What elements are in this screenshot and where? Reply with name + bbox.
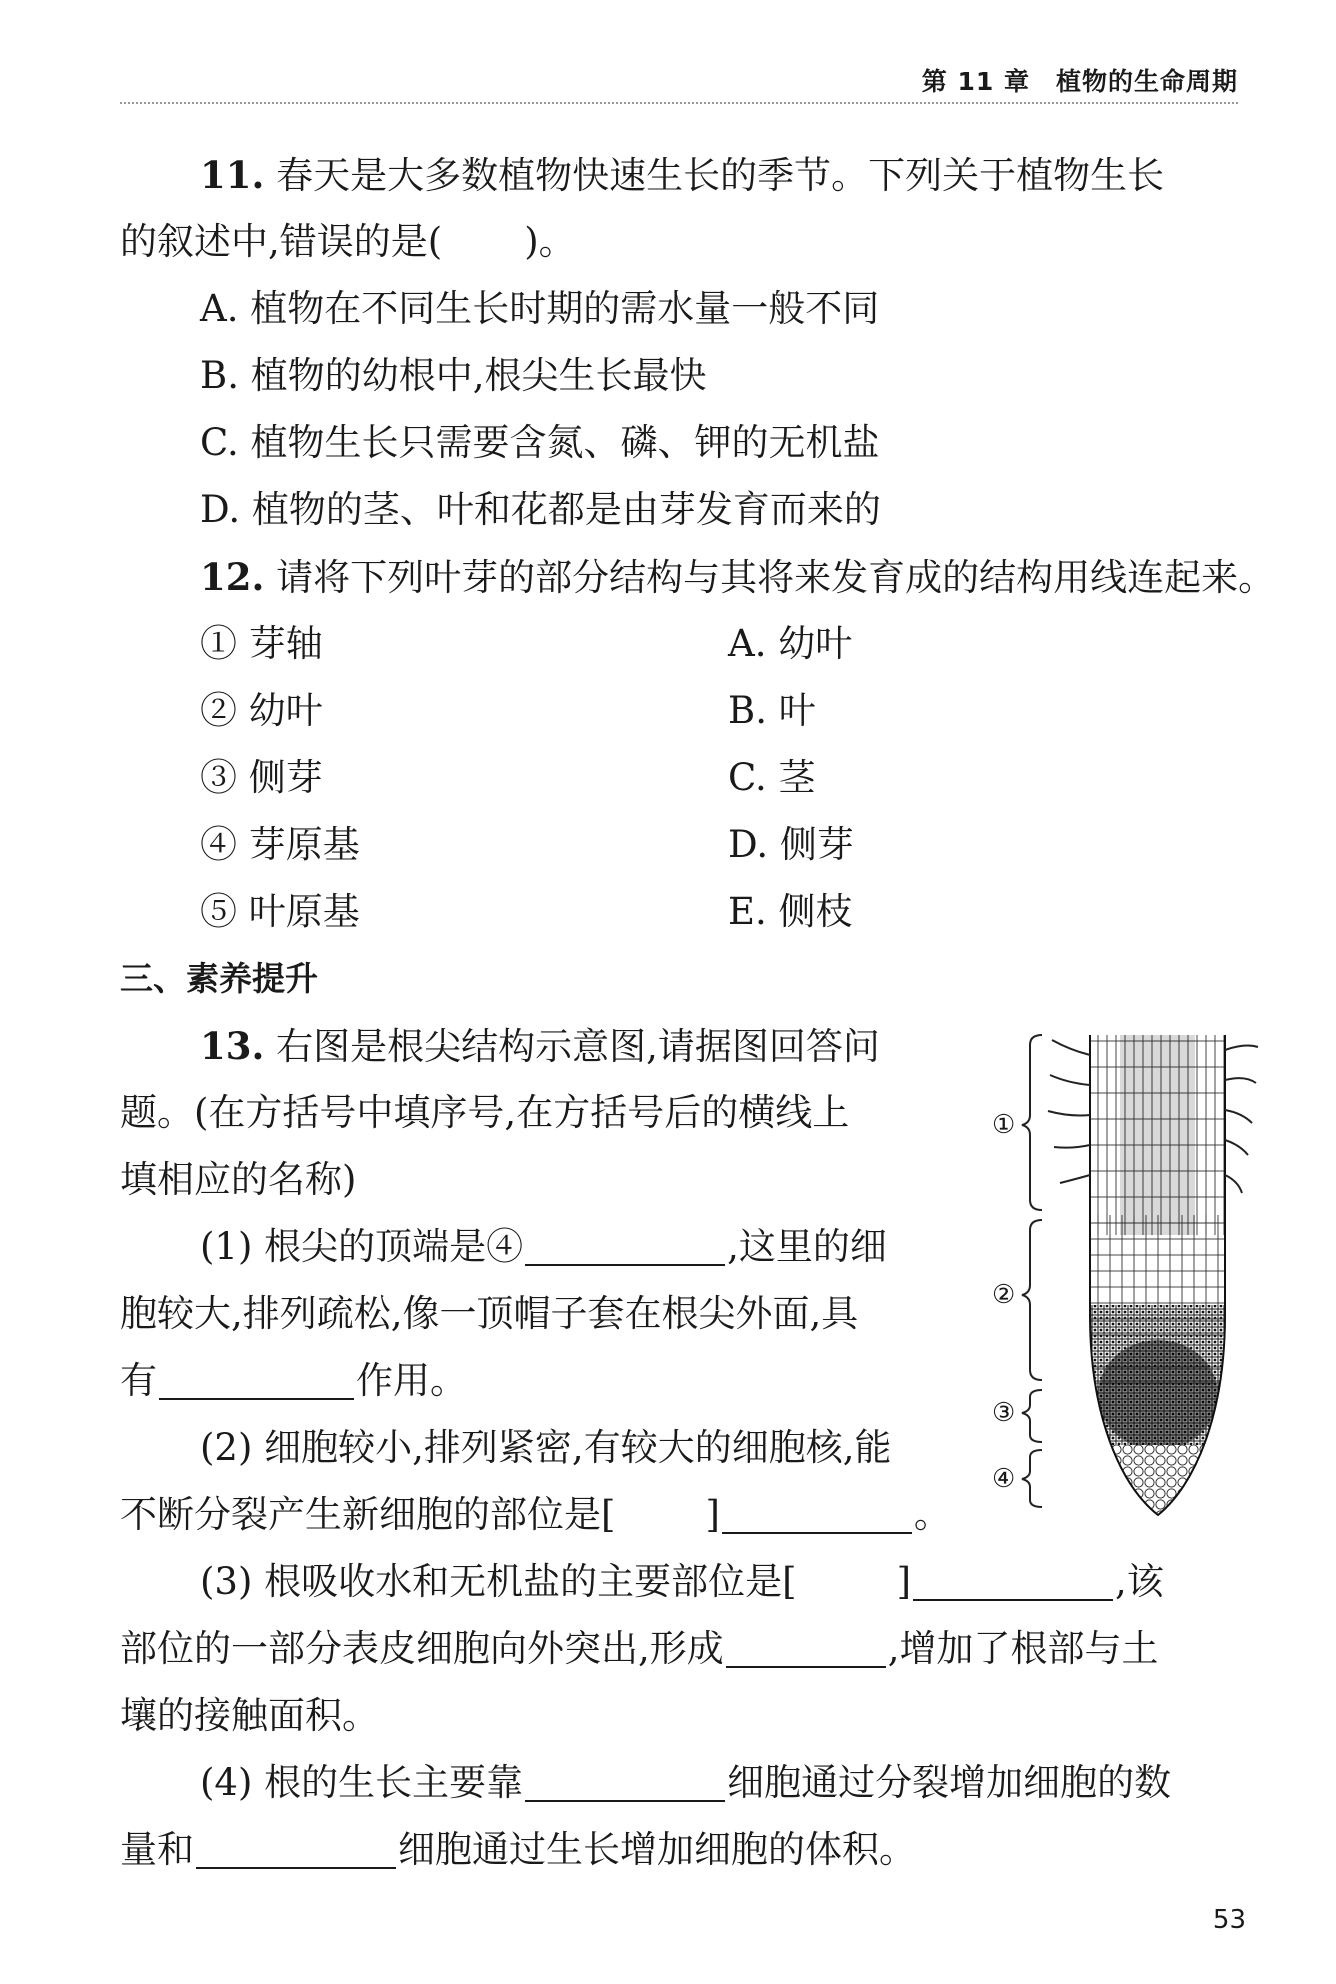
q11-text-2b: )。 bbox=[524, 220, 576, 263]
q13-p1-text-d: 有 bbox=[120, 1359, 157, 1402]
q13-part3-line3: 壤的接触面积。 bbox=[120, 1694, 379, 1737]
q13-p3-text-a: (3) 根吸收水和无机盐的主要部位是[ bbox=[200, 1560, 797, 1603]
q13-part2-line2 bbox=[120, 1490, 951, 1540]
q11-number: 11. bbox=[200, 153, 265, 197]
q13-intro-1 bbox=[200, 1021, 880, 1072]
q13-intro-3: 填相应的名称) bbox=[120, 1158, 357, 1201]
q12-right-d: D. 侧芽 bbox=[728, 823, 854, 866]
q12-text: 请将下列叶芽的部分结构与其将来发育成的结构用线连起来。 bbox=[276, 556, 1276, 599]
q12-line bbox=[200, 552, 1275, 603]
q13-p3-text-d: 部位的一部分表皮细胞向外突出,形成 bbox=[120, 1627, 724, 1670]
q12-left-5: ⑤ 叶原基 bbox=[200, 890, 360, 933]
section-title: 三、素养提升 bbox=[120, 959, 318, 998]
q13-p4-text-b: 细胞通过分裂增加细胞的数 bbox=[727, 1761, 1172, 1804]
q13-part1-line2: 胞较大,排列疏松,像一顶帽子套在根尖外面,具 bbox=[120, 1292, 859, 1335]
figure-label-1: ① bbox=[992, 1110, 1016, 1140]
q13-part3-line1 bbox=[200, 1557, 1164, 1607]
q13-p4-blank-1[interactable] bbox=[525, 1760, 725, 1802]
q13-p3-text-c: ,该 bbox=[1115, 1560, 1164, 1603]
q13-p3-blank-2[interactable] bbox=[726, 1626, 886, 1668]
q13-intro-2: 题。(在方括号中填序号,在方括号后的横线上 bbox=[120, 1091, 850, 1134]
q13-intro-text-1: 右图是根尖结构示意图,请据图回答问 bbox=[276, 1025, 880, 1068]
region-brackets bbox=[1022, 1035, 1042, 1507]
q13-p2-text-d: 。 bbox=[913, 1493, 951, 1536]
q13-p1-text-a: (1) 根尖的顶端是④ bbox=[200, 1225, 524, 1268]
q12-left-2: ② 幼叶 bbox=[200, 689, 323, 732]
root-tip-illustration bbox=[990, 1015, 1260, 1525]
q13-p3-text-b: ] bbox=[896, 1560, 912, 1603]
q13-part4-line2 bbox=[120, 1825, 916, 1875]
chapter-title: 第 11 章 植物的生命周期 bbox=[921, 67, 1238, 96]
q12-left-3: ③ 侧芽 bbox=[200, 756, 323, 799]
q11-line2 bbox=[120, 217, 576, 267]
q11-option-b: B. 植物的幼根中,根尖生长最快 bbox=[200, 354, 707, 397]
q13-p4-text-c: 量和 bbox=[120, 1828, 194, 1871]
q13-part3-line2 bbox=[120, 1624, 1159, 1674]
q13-p4-text-d: 细胞通过生长增加细胞的体积。 bbox=[398, 1828, 916, 1871]
q13-part4-line1 bbox=[200, 1758, 1171, 1808]
q13-p2-text-c: ] bbox=[705, 1493, 720, 1536]
root-body bbox=[1090, 1035, 1225, 1525]
q12-left-4: ④ 芽原基 bbox=[200, 823, 360, 866]
figure-label-3: ③ bbox=[992, 1398, 1016, 1428]
q13-p2-text-b: 不断分裂产生新细胞的部位是[ bbox=[120, 1493, 616, 1536]
q13-part1-line1 bbox=[200, 1222, 887, 1272]
figure-label-2: ② bbox=[992, 1280, 1016, 1310]
q12-right-a: A. 幼叶 bbox=[728, 622, 853, 665]
q11-line1 bbox=[200, 150, 1164, 201]
q12-right-e: E. 侧枝 bbox=[728, 890, 853, 933]
page-header bbox=[120, 58, 1238, 104]
q11-option-a: A. 植物在不同生长时期的需水量一般不同 bbox=[200, 287, 880, 330]
q11-option-c: C. 植物生长只需要含氮、磷、钾的无机盐 bbox=[200, 421, 880, 464]
q13-part2-line1: (2) 细胞较小,排列紧密,有较大的细胞核,能 bbox=[200, 1426, 892, 1469]
q13-p3-blank-1[interactable] bbox=[913, 1559, 1113, 1601]
q13-p2-blank[interactable] bbox=[722, 1492, 912, 1534]
q13-p4-text-a: (4) 根的生长主要靠 bbox=[200, 1761, 524, 1804]
root-tip-diagram bbox=[990, 1015, 1260, 1525]
q11-text-1: 春天是大多数植物快速生长的季节。下列关于植物生长 bbox=[276, 154, 1165, 197]
page-number: 53 bbox=[1212, 1905, 1246, 1935]
q13-p3-text-e: ,增加了根部与土 bbox=[887, 1627, 1159, 1670]
q12-right-b: B. 叶 bbox=[728, 689, 816, 732]
q11-option-d: D. 植物的茎、叶和花都是由芽发育而来的 bbox=[200, 488, 881, 531]
q13-part1-line3 bbox=[120, 1356, 467, 1406]
q13-p1-text-e: 作用。 bbox=[356, 1359, 467, 1402]
q12-right-c: C. 茎 bbox=[728, 756, 816, 799]
q13-p1-blank-1[interactable] bbox=[525, 1224, 725, 1266]
q13-p1-text-b: ,这里的细 bbox=[727, 1225, 887, 1268]
figure-label-4: ④ bbox=[992, 1464, 1016, 1494]
q13-p4-blank-2[interactable] bbox=[196, 1827, 396, 1869]
q11-text-2a: 的叙述中,错误的是( bbox=[120, 220, 443, 263]
q13-number: 13. bbox=[200, 1024, 265, 1068]
q12-number: 12. bbox=[200, 555, 265, 599]
q13-p1-blank-2[interactable] bbox=[159, 1358, 354, 1400]
q12-left-1: ① 芽轴 bbox=[200, 622, 323, 665]
